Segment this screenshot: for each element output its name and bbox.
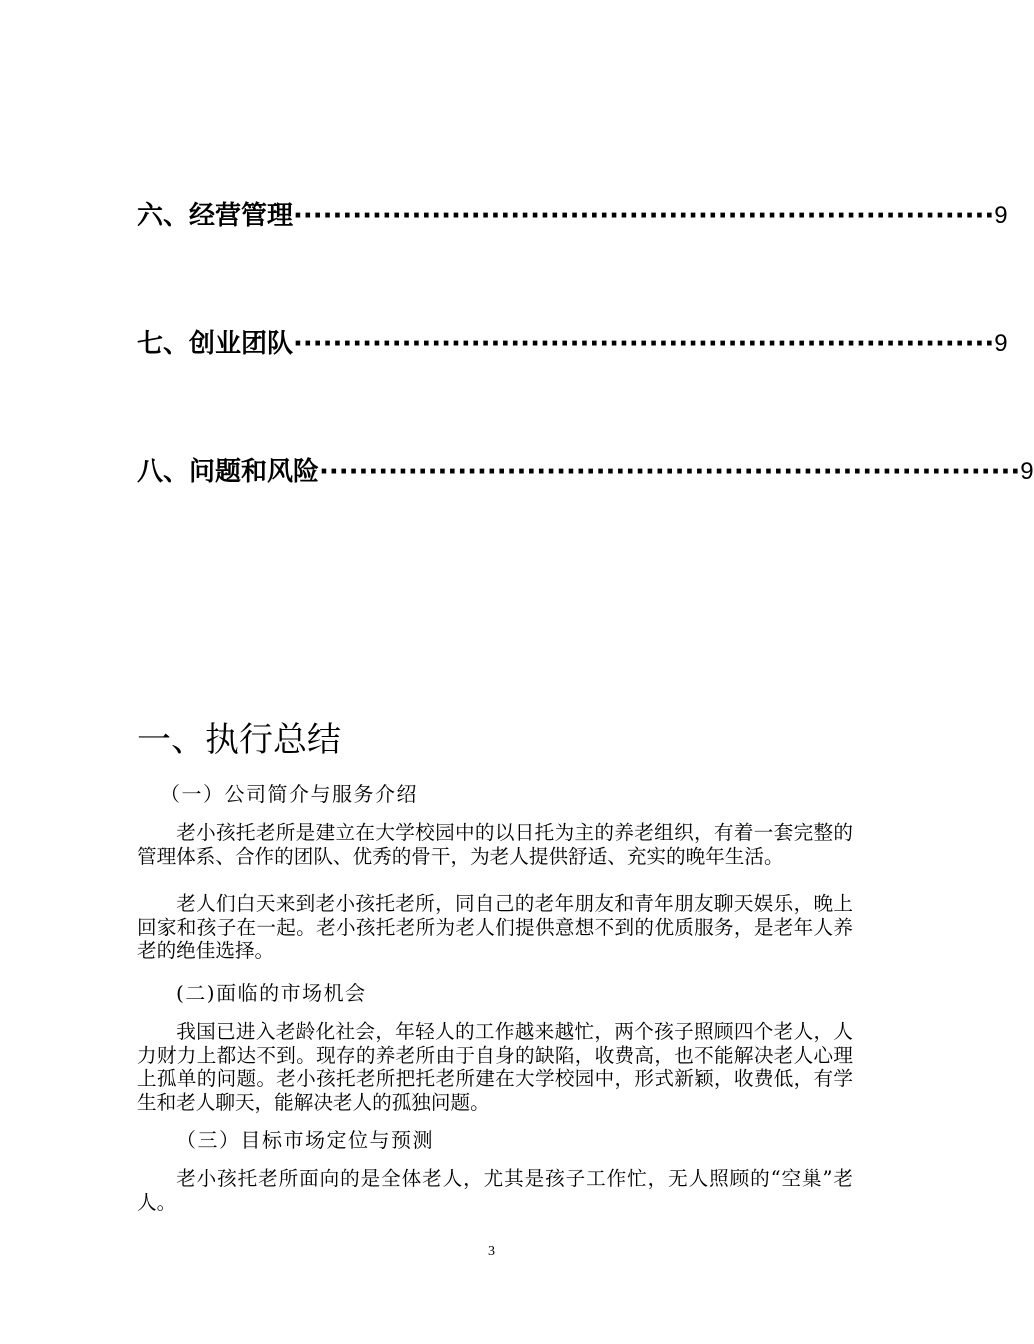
paragraph: 老小孩托老所是建立在大学校园中的以日托为主的养老组织，有着一套完整的管理体系、合作的团队、优秀的骨干，为老人提供舒适、充实的晚年生活。: [137, 821, 853, 868]
subsection-heading-company-intro: （一）公司简介与服务介绍: [160, 782, 418, 806]
toc-leader-dots: ·······································································: [319, 457, 1021, 487]
paragraph: 老人们白天来到老小孩托老所，同自己的老年朋友和青年朋友聊天娱乐，晚上回家和孩子在一起。老小孩托老所为老人们提供意想不到的优质服务，是老年人养老的绝佳选择。: [137, 892, 853, 962]
toc-page-number: 9: [1020, 458, 1034, 485]
subsection-heading-target-market: （三）目标市场定位与预测: [176, 1128, 434, 1152]
toc-leader-dots: ·······································································: [293, 201, 995, 231]
paragraph: 老小孩托老所面向的是全体老人，尤其是孩子工作忙，无人照顾的“空巢”老人。: [137, 1167, 853, 1214]
subsection-heading-market-opportunity: (二)面临的市场机会: [176, 981, 367, 1005]
toc-leader-dots: ·······································································: [293, 329, 995, 359]
toc-entry-label: 八、问题和风险: [137, 457, 320, 487]
toc-entry-label: 六、经营管理: [137, 201, 294, 231]
toc-entry-risks[interactable]: [137, 448, 1034, 488]
toc-entry-label: 七、创业团队: [137, 329, 294, 359]
section-title: 一、执行总结: [137, 720, 341, 760]
paragraph: 我国已进入老龄化社会，年轻人的工作越来越忙，两个孩子照顾四个老人，人力财力上都达不到。现存的养老所由于自身的缺陷，收费高，也不能解决老人心理上孤单的问题。老小孩托老所把托老所建在大学校园中，形式新颖，收费低，有学生和老人聊天，能解决老人的孤独问题。: [137, 1020, 853, 1114]
toc-page-number: 9: [994, 202, 1008, 229]
page-number: 3: [488, 1244, 495, 1259]
toc-entry-team[interactable]: [137, 320, 1008, 360]
toc-page-number: 9: [994, 330, 1008, 357]
toc-entry-management[interactable]: [137, 192, 1008, 232]
